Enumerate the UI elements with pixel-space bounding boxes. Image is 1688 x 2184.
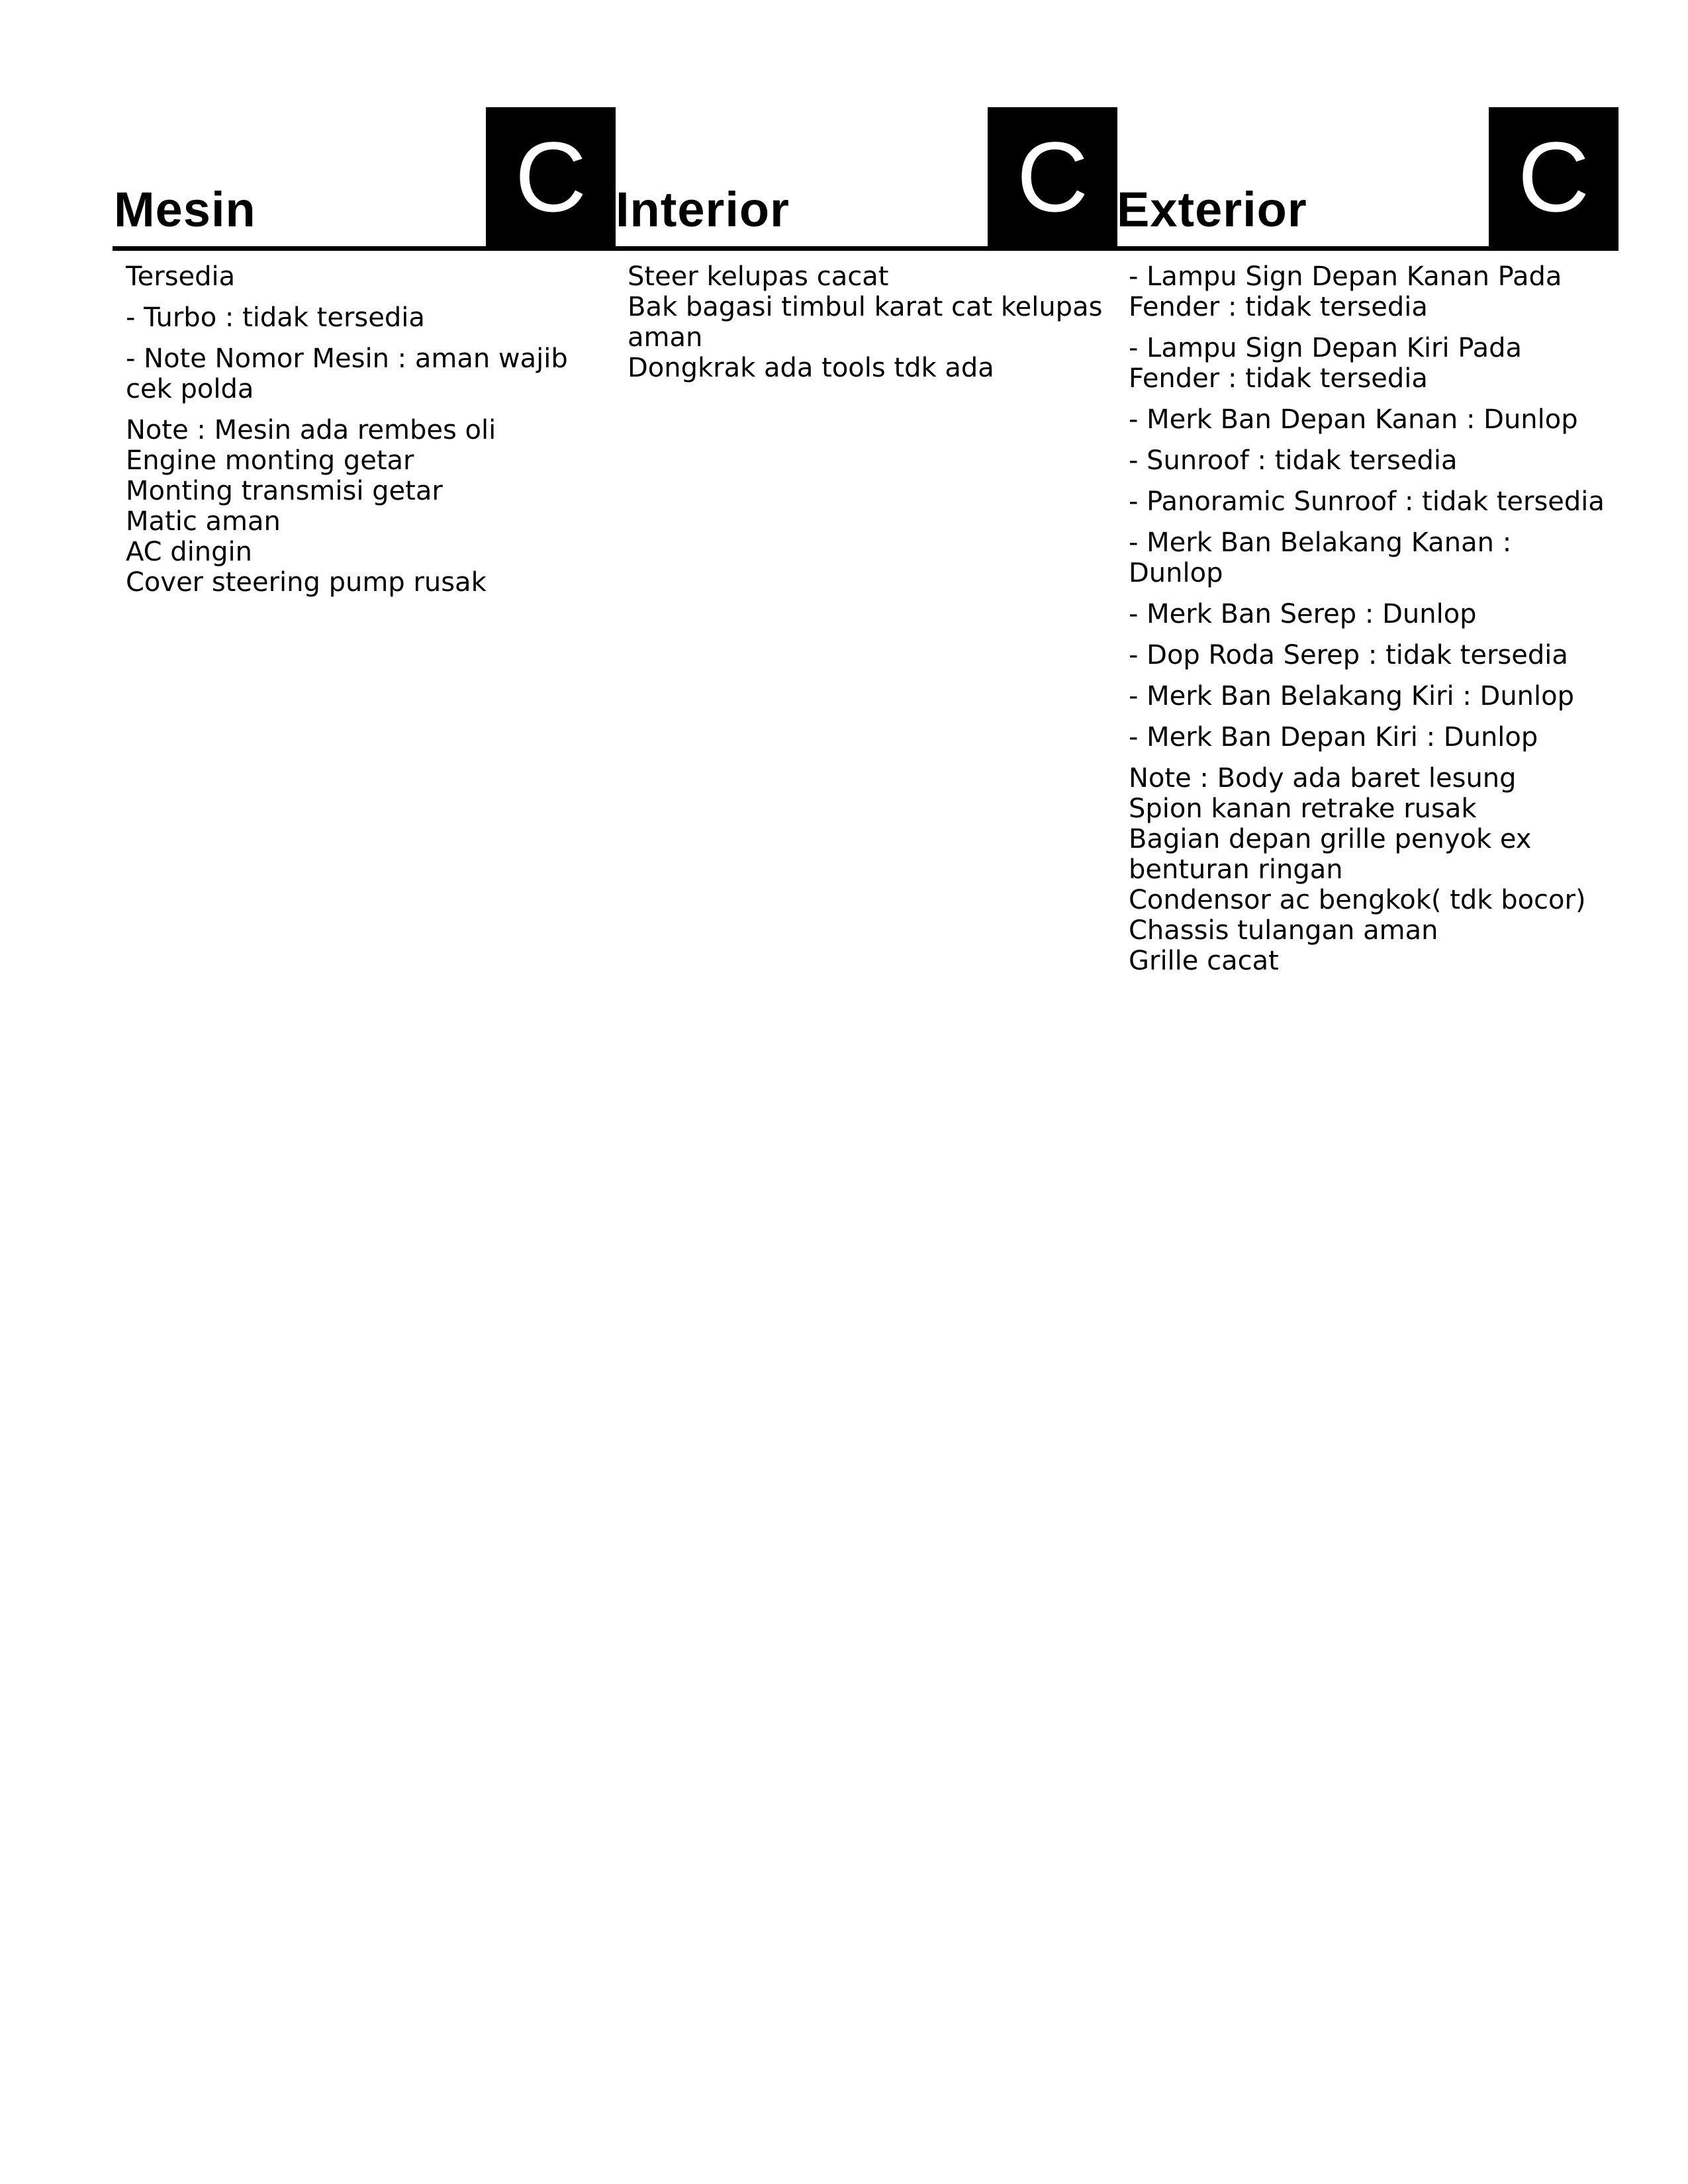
section-body xyxy=(113,251,616,598)
note-line: Spion kanan retrake rusak xyxy=(1129,794,1477,824)
note-line: Dongkrak ada tools tdk ada xyxy=(628,353,994,383)
note-line: Matic aman xyxy=(126,506,281,537)
note-line: Bagian depan grille penyok ex benturan ringan xyxy=(1129,824,1532,885)
grade-badge: C xyxy=(988,107,1117,246)
note-line: Note : Mesin ada rembes oli xyxy=(126,415,496,445)
list-item: Tersedia xyxy=(126,261,236,292)
list-item: - Merk Ban Serep : Dunlop xyxy=(1129,599,1477,629)
list-item: - Dop Roda Serep : tidak tersedia xyxy=(1129,640,1568,670)
note-line: Condensor ac bengkok( tdk bocor) xyxy=(1129,885,1586,915)
list-item: - Lampu Sign Depan Kiri Pada Fender : tidak tersedia xyxy=(1129,333,1523,394)
list-item: - Lampu Sign Depan Kanan Pada Fender : tidak tersedia xyxy=(1129,261,1562,322)
list-item: - Note Nomor Mesin : aman wajib cek polda xyxy=(126,343,568,404)
list-item: - Merk Ban Belakang Kiri : Dunlop xyxy=(1129,681,1575,711)
list-item: - Panoramic Sunroof : tidak tersedia xyxy=(1129,486,1605,517)
note-line: Engine monting getar xyxy=(126,445,414,476)
note-block xyxy=(628,261,1104,383)
section-title: Exterior xyxy=(1117,182,1307,237)
note-line: Monting transmisi getar xyxy=(126,476,443,506)
grade-badge: C xyxy=(1489,107,1618,246)
note-line: Bak bagasi timbul karat cat kelupas aman xyxy=(628,292,1103,353)
note-line: Chassis tulangan aman xyxy=(1129,915,1438,946)
grade-badge: C xyxy=(486,107,616,246)
note-line: AC dingin xyxy=(126,537,253,567)
note-line: Grille cacat xyxy=(1129,946,1279,976)
section-body xyxy=(614,251,1117,383)
section-header xyxy=(1115,107,1618,251)
note-line: Steer kelupas cacat xyxy=(628,261,889,292)
section-body xyxy=(1115,251,1618,976)
section-title: Mesin xyxy=(114,182,256,237)
list-item: - Merk Ban Belakang Kanan : Dunlop xyxy=(1129,527,1512,588)
section-mesin xyxy=(113,107,616,598)
section-title: Interior xyxy=(616,182,790,237)
section-exterior xyxy=(1115,107,1618,976)
list-item: - Merk Ban Depan Kiri : Dunlop xyxy=(1129,722,1538,752)
list-item: - Merk Ban Depan Kanan : Dunlop xyxy=(1129,404,1578,435)
note-line: Cover steering pump rusak xyxy=(126,567,487,598)
note-line: Note : Body ada baret lesung xyxy=(1129,763,1517,794)
section-interior xyxy=(614,107,1117,383)
note-block xyxy=(1129,763,1605,976)
list-item: - Sunroof : tidak tersedia xyxy=(1129,445,1458,476)
section-header xyxy=(113,107,616,251)
note-block xyxy=(126,415,602,598)
section-header xyxy=(614,107,1117,251)
list-item: - Turbo : tidak tersedia xyxy=(126,302,425,333)
